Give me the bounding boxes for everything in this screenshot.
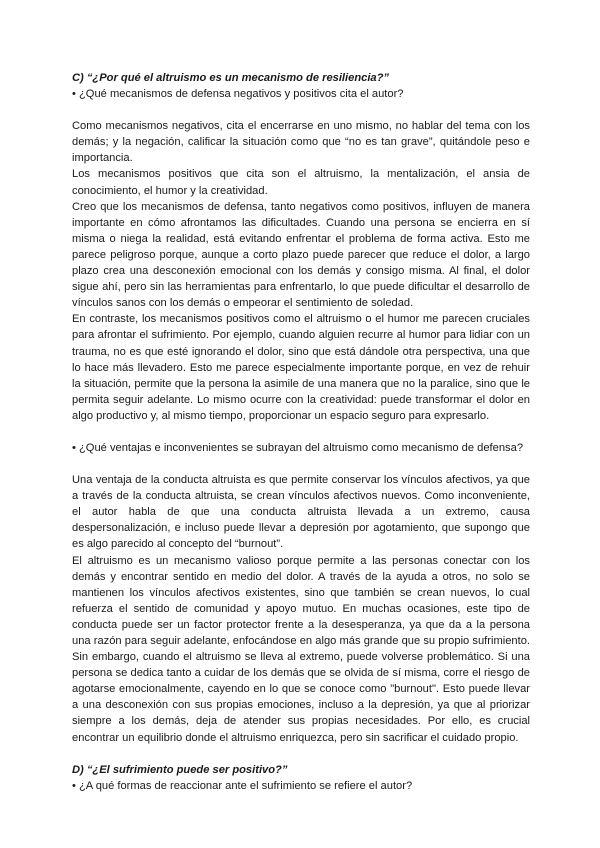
answer-1-paragraph-3: Creo que los mecanismos de defensa, tanto negativos como positivos, influyen de manera importante en cómo afrontamos las dificultades. Cuando una persona se encierra en sí misma o niega la realidad, está evitando enfrentar el problema de forma activa. Esto me parece peligroso porque, aunque a corto plazo puede parecer que reduce el dolor, a largo plazo crea una desconexión emocional con los demás y consigo misma. Al final, el dolor sigue ahí, pero sin las herramientas para enfrentarlo, lo que puede dificultar el desarrollo de vínculos sanos con los demás o empeorar el sentimiento de soledad. [72,200,530,310]
section-d-heading: D) “¿El sufrimiento puede ser positivo?” [72,763,288,776]
answer-2-paragraph-1: Una ventaja de la conducta altruista es que permite conservar los vínculos afectivos, ya que a través de la conducta altruista, se crean vínculos afectivos nuevos. Como inconveniente, el autor habla de que una conducta altruista llevada a un extremo, causa despersonalización, e incluso puede llevar a depresión por agotamiento, que supongo que es algo parecido al concepto del “burnout”. [72,474,530,551]
section-c-heading: C) “¿Por qué el altruismo es un mecanismo de resiliencia?” [72,72,389,84]
section-c-question-1: • ¿Qué mecanismos de defensa negativos y positivos cita el autor? [72,88,404,101]
document-page [72,70,530,794]
answer-1-paragraph-1: Como mecanismos negativos, cita el encerrarse en uno mismo, no hablar del tema con los demás; y la negación, calificar la situación como que “no es tan grave”, quitándole peso e importancia. [72,120,530,165]
answer-1-paragraph-4: En contraste, los mecanismos positivos como el altruismo o el humor me parecen cruciales para afrontar el sufrimiento. Por ejemplo, cuando alguien recurre al humor para lidiar con un trauma, no es que esté ignorando el dolor, sino que está dándole otra perspectiva, una que lo hace más llevadero. Esto me parece especialmente importante porque, en vez de rehuir la situación, permite que la persona la asimile de una manera que no la paralice, sino que le permita seguir adelante. Lo mismo ocurre con la creatividad: puede transformar el dolor en algo productivo y, al mismo tiempo, proporcionar un espacio seguro para expresarlo. [72,313,530,422]
answer-1-paragraph-2: Los mecanismos positivos que cita son el altruismo, la mentalización, el ansia de conocimiento, el humor y la creatividad. [72,168,530,197]
spacer [72,456,530,472]
section-c-question-2: • ¿Qué ventajas e inconvenientes se subrayan del altruismo como mecanismo de defensa? [72,441,524,454]
spacer [72,102,530,118]
spacer [72,746,530,762]
spacer [72,424,530,440]
answer-2-paragraph-2: El altruismo es un mecanismo valioso porque permite a las personas conectar con los demás y encontrar sentido en medio del dolor. A través de la ayuda a otros, no solo se mantienen los vínculos afectivos existentes, sino que también se crean nuevos, lo cual refuerza el sentido de comunidad y apoyo mutuo. En muchas ocasiones, este tipo de conducta puede ser un factor protector frente a la desesperanza, ya que da a la persona una razón para seguir adelante, enfocándose en algo más grande que su propio sufrimiento. Sin embargo, cuando el altruismo se lleva al extremo, puede volverse problemático. Si una persona se dedica tanto a cuidar de los demás que se olvida de sí misma, corre el riesgo de agotarse emocionalmente, cayendo en lo que se conoce como "burnout". Esto puede llevar a una desconexión con sus propias emociones, incluso a la depresión, ya que al priorizar siempre a los demás, deja de atender sus propias necesidades. Por ello, es crucial encontrar un equilibrio donde el altruismo enriquezca, pero sin sacrificar el cuidado propio. [72,554,530,744]
section-d-question-1: • ¿A qué formas de reaccionar ante el sufrimiento se refiere el autor? [72,779,413,792]
